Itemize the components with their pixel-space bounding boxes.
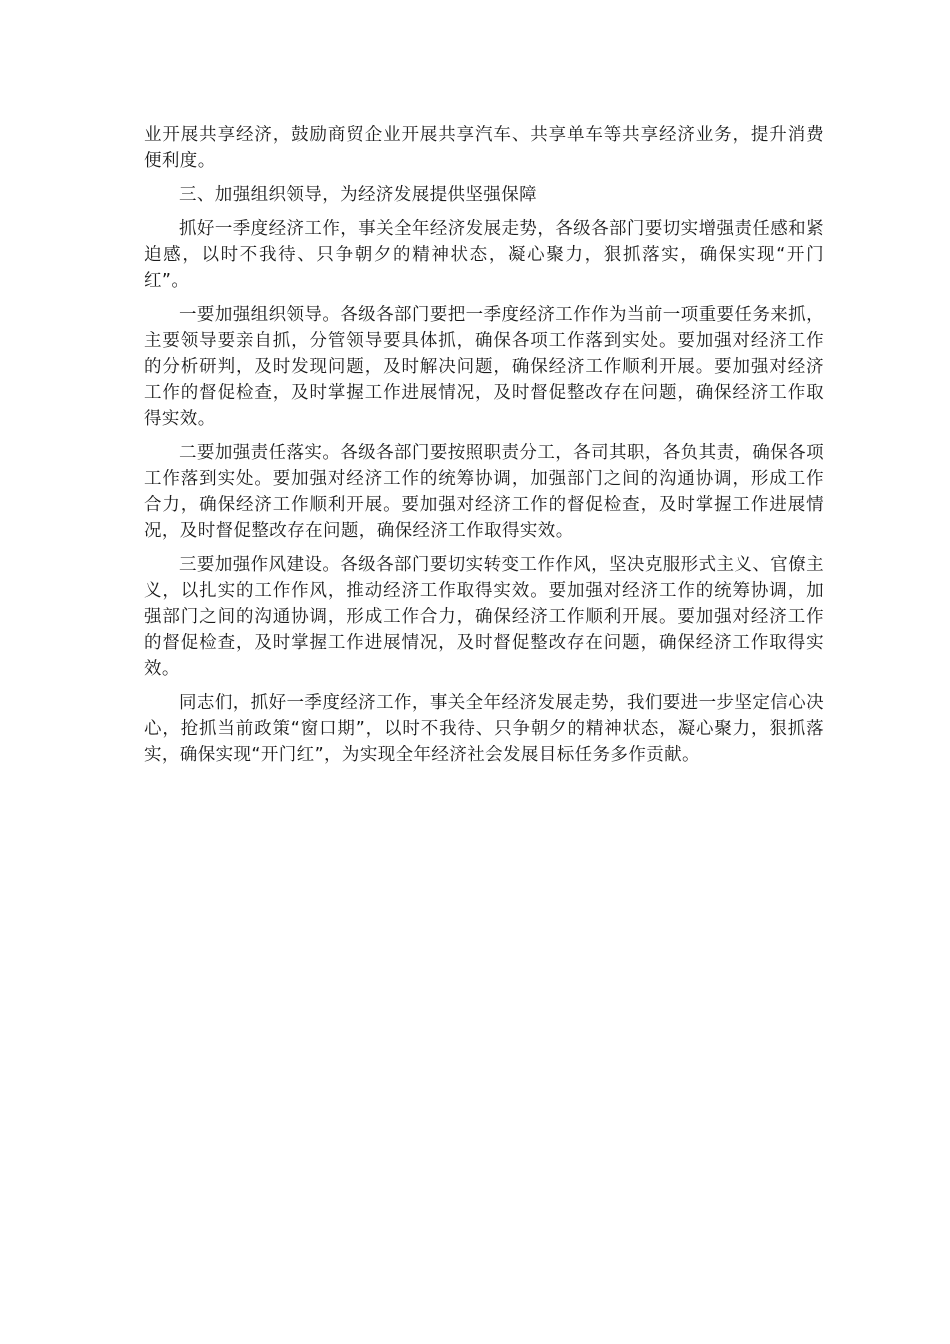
paragraph-continued: 业开展共享经济，鼓励商贸企业开展共享汽车、共享单车等共享经济业务，提升消费便利度。 [144,125,824,171]
section-heading: 三、加强组织领导，为经济发展提供坚强保障 [179,185,537,205]
paragraph-point-3: 三要加强作风建设。各级各部门要切实转变工作作风，坚决克服形式主义、官僚主义，以扎实的工作作风，推动经济工作取得实效。要加强对经济工作的统筹协调，加强部门之间的沟通协调，形成工作合力，确保经济工作顺利开展。要加强对经济工作的督促检查，及时掌握工作进展情况，及时督促整改存在问题，确保经济工作取得实效。 [144,555,824,679]
paragraph-intro: 抓好一季度经济工作，事关全年经济发展走势，各级各部门要切实增强责任感和紧迫感，以时不我待、只争朝夕的精神状态，凝心聚力，狠抓落实，确保实现“开门红”。 [144,219,824,291]
paragraph-point-1: 一要加强组织领导。各级各部门要把一季度经济工作作为当前一项重要任务来抓，主要领导要亲自抓，分管领导要具体抓，确保各项工作落到实处。要加强对经济工作的分析研判，及时发现问题，及时解决问题，确保经济工作顺利开展。要加强对经济工作的督促检查，及时掌握工作进展情况，及时督促整改存在问题，确保经济工作取得实效。 [144,305,824,429]
document-page [144,122,824,776]
paragraph-point-2: 二要加强责任落实。各级各部门要按照职责分工，各司其职，各负其责，确保各项工作落到实处。要加强对经济工作的统筹协调，加强部门之间的沟通协调，形成工作合力，确保经济工作顺利开展。要加强对经济工作的督促检查，及时掌握工作进展情况，及时督促整改存在问题，确保经济工作取得实效。 [144,443,824,541]
paragraph-closing: 同志们，抓好一季度经济工作，事关全年经济发展走势，我们要进一步坚定信心决心，抢抓当前政策“窗口期”，以时不我待、只争朝夕的精神状态，凝心聚力，狠抓落实，确保实现“开门红”，为实现全年经济社会发展目标任务多作贡献。 [144,693,824,765]
